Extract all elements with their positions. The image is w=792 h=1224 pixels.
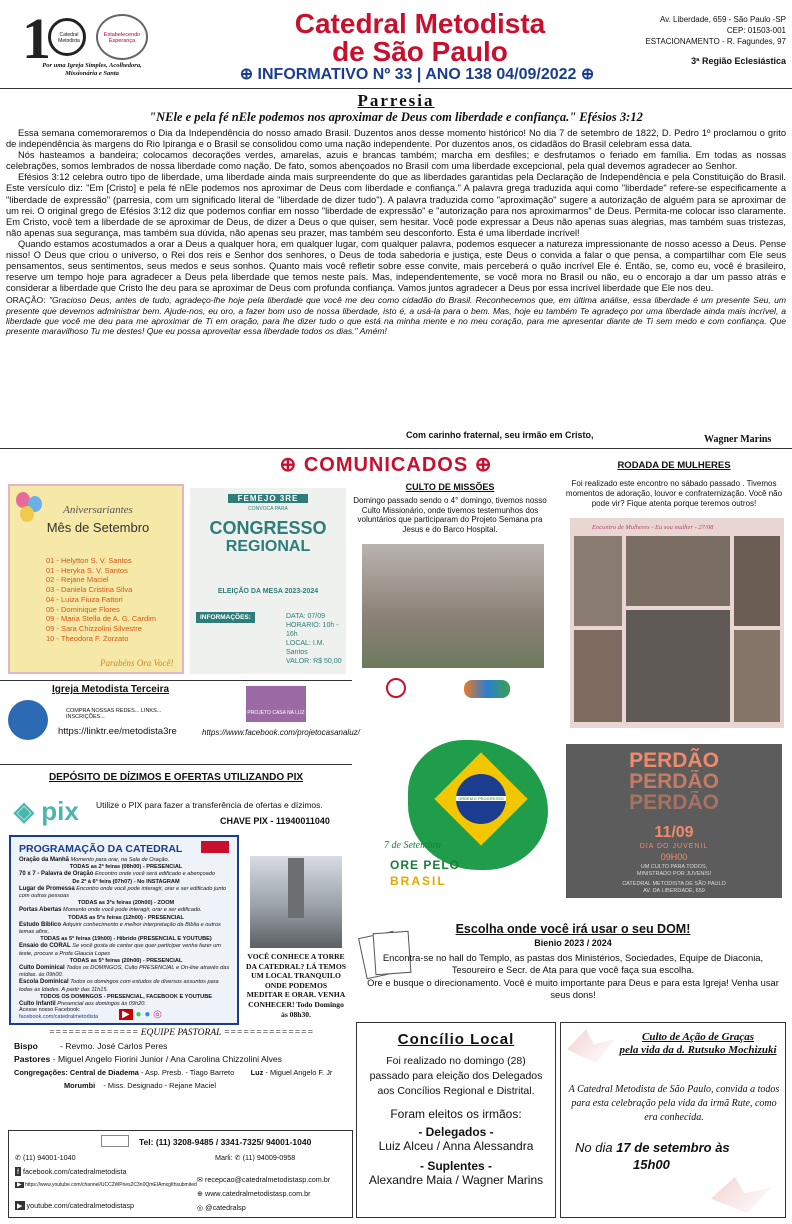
crane-icon bbox=[567, 1029, 615, 1063]
logo-tagline: Por uma Igreja Simples, Acolhedora, Missionária e Santa bbox=[42, 62, 142, 77]
list-item: Estudo Bíblico Adquirir conhecimento e melhor interpretação da Bíblia e outros temas afins. TODAS as 5ª feiras (19h00) - Híbrido (PRESENCIAL E YOUTUBE) bbox=[19, 921, 221, 943]
photo bbox=[574, 630, 622, 722]
youtube-icon: ▶ bbox=[17, 1182, 22, 1188]
whats2-text: (11) 94009-0958 bbox=[242, 1153, 296, 1162]
perdao-word: PERDÃO bbox=[629, 770, 719, 793]
cross-icon: ⊕ bbox=[279, 454, 298, 476]
ore-line1: ORE PELO bbox=[390, 858, 461, 872]
culto-acao-title bbox=[613, 1031, 783, 1057]
equipe-list bbox=[14, 1040, 354, 1092]
list-item: Portas Abertas Momento onde você pode interagir, orar e ser edificado. TODAS as 5ªs feiras (12h00) - PRESENCIAL bbox=[19, 907, 202, 921]
whats1-text: (11) 94001-1040 bbox=[23, 1153, 76, 1162]
divider bbox=[0, 764, 352, 765]
suplentes: Alexandre Maia / Wagner Marins bbox=[368, 1173, 544, 1187]
photo bbox=[626, 536, 730, 606]
aniv-title2: Mês de Setembro bbox=[46, 520, 150, 535]
photo-caption: Encontro de Mulheres - Eu sou mulher - 27/08 bbox=[592, 524, 714, 531]
parking-line: ESTACIONAMENTO - R. Fagundes, 97 bbox=[645, 37, 786, 46]
perdao-words bbox=[566, 750, 782, 813]
site-text: www.catedralmetodistasp.com.br bbox=[205, 1189, 311, 1198]
pix-logo bbox=[14, 796, 79, 827]
list-item: 04 - Luiza Fiuza Fattori bbox=[46, 594, 123, 604]
title-line2: de São Paulo bbox=[332, 36, 508, 67]
culto-date: 17 de setembro às bbox=[616, 1140, 730, 1155]
congresso-eleicao: ELEIÇÃO DA MESA 2023-2024 bbox=[217, 588, 319, 595]
marli-label: Marli: bbox=[215, 1153, 233, 1162]
congresso-valor: VALOR: R$ 50,00 bbox=[286, 658, 342, 665]
pastoral-paragraph: Efésios 3:12 celebra outro tipo de liberdade, uma liberdade ainda mais surpreendente do que as liberdades garantidas pela Declaração de Independência e pela Constituição do Brasil. Este versículo diz: "Em [Cristo] e pela fé nEle podemos nos aproximar de Deus com liberdade e confiança." A palavra grega traduzida aqui como "liberdade" refere-se especificamente a "liberdade de expressão" (parresia, com um significado literal de "liberdade de dizer tudo"). A palavra traduzida como "aproximação" sugere a autorização de alguém para se aproximar de um rei. O original grego de Efésios 3:12 diz que podemos confiar em nosso "liberdade de expressão" e "autorização para nos aproximarmos" de Deus. Permita-me colocar isso claramente. Em Cristo, você tem a liberdade de se aproximar de Deus, de dizer a Deus o que quiser, sem hesitar. Você pode expressar a Deus não apenas suas alegrias, mas também suas tristezas, não apenas sua segurança, mas também sua dúvida, não apenas seu prazer, mas também seu desconforto. Esta é uma liberdade incrível! bbox=[6, 172, 786, 238]
contato-instagram[interactable] bbox=[197, 1203, 246, 1212]
photo bbox=[734, 536, 780, 626]
oracao-label: ORAÇÃO: bbox=[6, 295, 46, 306]
badge-circle bbox=[96, 14, 148, 60]
concilio-title: Concílio Local bbox=[397, 1031, 515, 1048]
footer-link[interactable]: facebook.com/catedralmetodista bbox=[19, 1014, 99, 1020]
logo-number-icon: 1 bbox=[22, 6, 51, 71]
culto-title2: pela vida da d. Rutsuko Mochizuki bbox=[619, 1044, 777, 1056]
contato-tel: Tel: (11) 3208-9485 / 3341-7325/ 94001-1040 bbox=[139, 1137, 312, 1147]
terceira-title: Igreja Metodista Terceira bbox=[52, 684, 170, 695]
congresso-details bbox=[286, 612, 346, 666]
date-prefix: No dia bbox=[575, 1140, 613, 1155]
divider bbox=[0, 680, 352, 681]
social-icons bbox=[119, 1009, 162, 1020]
cep-line: CEP: 01503-001 bbox=[726, 26, 786, 35]
ore-line2: BRASIL bbox=[390, 874, 447, 888]
comunicados-label: COMUNICADOS bbox=[303, 454, 469, 476]
pix-logo-text: pix bbox=[41, 796, 79, 826]
perdao-word: PERDÃO bbox=[629, 749, 719, 772]
equipe-row: Congregações: Central de Diadema - Asp. Presb. - Tiago Barreto Luz - Miguel Angelo F. Jr bbox=[14, 1068, 333, 1077]
pastoral-paragraph: Essa semana comemoraremos o Dia da Independência do nosso amado Brasil. Duzentos anos desse momento histórico! No dia 7 de setembro de 1822, D. Pedro 1º proclamou o grito de independência às margens do Rio Ipiranga e o Brasil se consolidou como uma nação independente. Por duzentos anos, os cidadãos do Brasil celebram essa data. bbox=[6, 128, 786, 150]
address-block bbox=[600, 14, 786, 47]
delegados: Luiz Alceu / Anna Alessandra bbox=[378, 1139, 534, 1153]
youtube-icon: ▶ bbox=[17, 1201, 23, 1210]
list-item: 01 - Helytton S. V. Santos bbox=[46, 556, 132, 565]
list-item: Lugar de Promessa Encontro onde você pode interagir, orar e ser edificado junto com outras pessoas TODAS as 3ªs feiras (20h00) - ZOOM bbox=[19, 885, 227, 907]
concilio-eleitos: Foram eleitos os irmãos: bbox=[390, 1107, 522, 1121]
mulheres-photo-collage bbox=[570, 518, 784, 728]
perdao-desc1: UM CULTO PARA TODOS, bbox=[640, 864, 708, 870]
cross-icon: ⊕ bbox=[239, 66, 254, 83]
culto-acao-date bbox=[575, 1139, 730, 1173]
contato-whats1 bbox=[15, 1153, 76, 1162]
youtube-text: youtube.com/catedralmetodistasp bbox=[26, 1201, 135, 1210]
mulheres-title: RODADA DE MULHERES bbox=[617, 460, 731, 471]
oracao-text: "Gracioso Deus, antes de tudo, agradeço-lhe hoje pela liberdade que você me deu como cidadão do Brasil. Reconhecemos que, em última análise, essa liberdade é um presente Seu, um presente que devemos administrar bem. Ajude-nos, eu oro, a fazer bom uso de nossa liberdade, isto é, a usá-la para o bem. Mas, hoje eu também Te agradeço por uma liberdade ainda mais incrível, a liberdade que você me deu para me aproximar de Ti em oração, para lhe dizer tudo o que está na minha mente e no meu coração, para me apresentar diante de Ti sem medo e com confiança. Que presente maravilhoso Tu me destes! Que eu possa aproveitar essa liberdade todos os dias." Amém! bbox=[6, 295, 787, 337]
congresso-data: DATA: 07/09 bbox=[286, 613, 326, 620]
terceira-text: COMPRA NOSSAS REDES... LINKS... INSCRIÇÕES... bbox=[66, 708, 162, 720]
youtube-icon[interactable]: ▶ bbox=[119, 1009, 133, 1020]
missoes-card bbox=[348, 482, 552, 674]
issue-text: INFORMATIVO Nº 33 | ANO 138 04/09/2022 bbox=[257, 66, 577, 83]
list-item: Culto Dominical Todos os DOMINGOS, Culto PRESENCIAL e On-line através das mídias. às 09h00. bbox=[19, 965, 230, 979]
perdao-time: 09H00 bbox=[660, 852, 688, 862]
youtube-channel-text: https://www.youtube.com/channel/UCC2WPoes2C3n0QmEIAmxgIthsubmited bbox=[25, 1182, 197, 1188]
email-text: recepcao@catedralmetodistasp.com.br bbox=[205, 1175, 331, 1184]
list-item: 05 - Dominique Flores bbox=[46, 604, 120, 614]
author: Wagner Marins bbox=[704, 434, 772, 445]
church-text: VOCÊ CONHECE A TORRE DA CATEDRAL? LÁ TEMOS UM LOCAL TRANQUILO ONDE PODEMOS MEDITAR E ORAR. VENHA CONHECER! Todo Domingo às 08h30. bbox=[246, 952, 346, 1019]
list-item: 09 - Sara Chizzolini Silvestre bbox=[46, 623, 142, 633]
dom-text bbox=[360, 952, 786, 1001]
equipe-title: ============== EQUIPE PASTORAL ============== bbox=[48, 1028, 314, 1038]
mulheres-card bbox=[562, 460, 786, 732]
list-item: Oração da Manhã Momento para orar, na Sala de Oração. TODAS as 2ª feiras (08h00) - PRESENCIAL bbox=[19, 857, 183, 871]
perdao-word: PERDÃO bbox=[629, 791, 719, 814]
projeto-link[interactable]: https://www.facebook.com/projetocasanaluz/ bbox=[202, 728, 360, 737]
divider bbox=[0, 448, 792, 449]
pix-chave: CHAVE PIX - 11940011040 bbox=[220, 816, 330, 826]
contato-email[interactable] bbox=[197, 1175, 330, 1184]
church-photo bbox=[250, 856, 342, 948]
regiao-label: 3ª Região Eclesiástica bbox=[691, 56, 786, 66]
congresso-card bbox=[190, 488, 346, 674]
perdao-date: 11/09 bbox=[654, 824, 694, 841]
perdao-place2: AV. DA LIBERDADE, 659 bbox=[643, 888, 705, 894]
mission-logos bbox=[386, 678, 526, 702]
contato-youtube[interactable] bbox=[15, 1201, 134, 1210]
congresso-convoca: CONVOCA PARA bbox=[248, 506, 288, 512]
cross-icon: ⊕ bbox=[580, 66, 595, 83]
list-item: 70 x 7 - Palavra de Oração Encontro onde você será edificado e abençoado De 2ª à 6ª feira (07h07) - No INSTAGRAM bbox=[19, 871, 215, 885]
methodist-logo-icon bbox=[201, 841, 229, 853]
ore-date: 7 de Setembro bbox=[384, 840, 441, 851]
programacao-list bbox=[19, 857, 233, 1008]
section-title-parresia: Parresia bbox=[357, 91, 435, 110]
photo bbox=[626, 610, 730, 722]
whatsapp-icon: ✆ bbox=[234, 1153, 241, 1162]
aniv-list bbox=[46, 556, 156, 643]
dom-text1: Encontra-se no hall do Templo, as pastas dos Ministérios, Sociedades, Equipe de Diaconia, Tesoureiro e Secr. de Ata para que você faça sua escolha. bbox=[382, 952, 764, 976]
list-item: Culto Infantil Presencial aos domingos às 09h20. bbox=[19, 1001, 146, 1008]
projeto-card bbox=[200, 684, 360, 744]
church-tower bbox=[288, 858, 304, 918]
list-item: 09 - Maria Stella de A. G. Cardim bbox=[46, 614, 157, 624]
barco-logo-icon bbox=[464, 680, 510, 698]
mission-logo-icon bbox=[386, 678, 406, 698]
aniversariantes-card bbox=[8, 484, 184, 674]
missoes-text: Domingo passado sendo o 4° domingo, tivemos nosso Culto Missionário, onde tivemos testemunhos dos voluntários que participaram do Projeto Semana pra Jesus e do Barco Hospital. bbox=[353, 496, 547, 534]
programacao-card bbox=[9, 835, 239, 1025]
globe-icon: ⊕ bbox=[197, 1189, 204, 1198]
missoes-photo bbox=[362, 544, 544, 668]
equipe-row: Bispo - Revmo. José Carlos Peres bbox=[14, 1041, 168, 1051]
contato-facebook[interactable] bbox=[15, 1167, 126, 1176]
closing: Com carinho fraternal, seu irmão em Cristo, bbox=[406, 430, 594, 440]
pastoral-paragraph: Nós hasteamos a bandeira; colocamos decorações verdes, amarelas, azuis e brancas também; marcha em desfiles; e desfrutamos o feriado em família. Em todas as nossas celebrações, somos lembrados de nossa liberdade como nação. De fato, somos abençoados no Brasil com uma liberdade excepcional, pela qual devemos agradecer ao Senhor. bbox=[6, 150, 786, 172]
email-icon: ✉ bbox=[197, 1175, 204, 1184]
culto-time: 15h00 bbox=[633, 1157, 670, 1172]
footer-label: Acesse nosso Facebook: bbox=[19, 1007, 81, 1013]
issue-line bbox=[232, 64, 602, 84]
photo bbox=[734, 630, 780, 722]
list-item: 10 - Theodora F. Zorzato bbox=[46, 633, 129, 643]
logo-100-anos bbox=[14, 8, 154, 84]
cross-icon: ⊕ bbox=[474, 454, 493, 476]
congresso-local: LOCAL: I.M. Santos bbox=[286, 640, 325, 656]
list-item: 01 - Heryka S. V. Santos bbox=[46, 565, 128, 575]
aniv-title1: Aniversariantes bbox=[63, 504, 133, 516]
ore-brasil-card bbox=[368, 740, 560, 900]
perdao-place1: CATEDRAL METODISTA DE SÃO PAULO bbox=[622, 881, 726, 887]
congresso-info-label: INFORMAÇÕES: bbox=[196, 612, 255, 623]
title-line1: Catedral Metodista bbox=[294, 8, 546, 39]
contato-marli bbox=[215, 1153, 295, 1162]
contato-site[interactable] bbox=[197, 1189, 311, 1198]
missoes-title: CULTO DE MISSÕES bbox=[405, 482, 495, 492]
comunicados-title bbox=[236, 452, 536, 477]
contato-box bbox=[8, 1130, 353, 1218]
mulheres-text: Foi realizado este encontro no sábado passado . Tivemos momentos de adoração, louvor e confraternização. Você não pode vir? Fique atenta porque teremos outros! bbox=[565, 479, 783, 508]
perdao-card bbox=[566, 744, 782, 898]
pastoral-text bbox=[6, 128, 786, 336]
equipe-row: Pastores - Miguel Angelo Fiorini Junior / Ana Carolina Chizzolini Alves bbox=[14, 1054, 282, 1064]
instagram-icon[interactable]: ◎ bbox=[153, 1009, 162, 1020]
facebook-icon: f bbox=[17, 1167, 19, 1176]
concilio-box bbox=[356, 1022, 556, 1218]
congresso-title1: CONGRESSO bbox=[209, 518, 327, 538]
contato-youtube-channel[interactable] bbox=[15, 1181, 197, 1188]
address-line: Av. Liberdade, 659 - São Paulo -SP bbox=[659, 15, 786, 24]
programacao-title: PROGRAMAÇÃO DA CATEDRAL bbox=[19, 843, 183, 855]
dom-title: Escolha onde você irá usar o seu DOM! bbox=[455, 922, 691, 936]
list-item: Ensaio do CORAL Se você gosta de cantar que quer participar venha fazer um teste, procure a Profa Glaucia Lopes TODAS as 5ª feiras (20h00) - PRESENCIAL bbox=[19, 943, 221, 964]
oracao bbox=[6, 295, 786, 336]
crane-icon bbox=[711, 1177, 771, 1213]
suplentes-label: - Suplentes - bbox=[419, 1159, 492, 1173]
pix-diamond-icon: ◈ bbox=[14, 796, 34, 826]
verse: "NEle e pela fé nEle podemos nos aproximar de Deus com liberdade e confiança." Efésios 3:12 bbox=[149, 110, 643, 124]
list-item: 02 - Rejane Maciel bbox=[46, 575, 109, 585]
culto-title1: Culto de Ação de Graças bbox=[641, 1031, 755, 1043]
perdao-desc2: MINISTRADO POR JUVENIS! bbox=[636, 871, 712, 877]
list-item: 03 - Daniela Cristina Silva bbox=[46, 585, 133, 595]
culto-acao-box bbox=[560, 1022, 786, 1218]
zoom-icon[interactable]: ● bbox=[144, 1009, 151, 1020]
terceira-link[interactable]: https://linktr.ee/metodista3re bbox=[58, 726, 177, 737]
badge-small: Catedral Metodista bbox=[58, 32, 80, 44]
projeto-logo-text: PROJETO CASA NA LUZ bbox=[247, 710, 305, 716]
badge-text: Estabelecendo Esperança bbox=[103, 32, 141, 44]
perdao-event: DIA DO JUVENIL bbox=[639, 843, 709, 850]
concilio-text: Foi realizado no domingo (28) passado para eleição dos Delegados aos Concílios Regional e Distrital. bbox=[369, 1055, 543, 1097]
pix-title: DEPÓSITO DE DÍZIMOS E OFERTAS UTILIZANDO PIX bbox=[48, 772, 304, 783]
list-item: Escola Dominical Todos os domingos com estudos de diversos assuntos para todas as Idades. A partir das 11h15. TODOS OS DOMINGOS - PRESENCIAL, FACEBOOK E YOUTUBE bbox=[19, 979, 219, 1000]
pastoral-paragraph: Quando estamos acostumados a orar a Deus a qualquer hora, em qualquer lugar, com qualquer palavra, podemos esquecer a natureza impressionante de nosso acesso a Deus. Pense nisso! O Deus que criou o universo, o Rei dos reis e Senhor dos senhores, o Deus de toda sabedoria e justiça, este Deus o convida a falar o que pensa, a compartilhar com Ele seus pensamentos, seus sentimentos, seus medos e seus sonhos. Quanto mais você refletir sobre esse convite, mais perceberá o quão incrível Ele é. Então, se, como eu, você é brasileiro, reserve um tempo hoje para agradecer a Deus pela liberdade que temos neste país. Mas, independentemente, se você mora no Brasil ou não, eu o encorajo a dar um passo atrás e considerar a liberdade que Cristo lhe deu para se aproximar de Deus com profunda confiança. Vamos juntos agradecer a Deus por essa incrível liberdade que Ele nos deu. bbox=[6, 238, 786, 294]
flag-motto: ORDEM E PROGRESSO bbox=[456, 796, 506, 801]
instagram-text: @catedralsp bbox=[205, 1203, 246, 1212]
aniv-footer: Parabéns Ora Você! bbox=[100, 658, 174, 668]
pix-text: Utilize o PIX para fazer a transferência de ofertas e dízimos. bbox=[96, 800, 323, 810]
whatsapp-icon[interactable]: ● bbox=[135, 1009, 142, 1020]
projeto-logo bbox=[246, 686, 306, 722]
dom-bienio: Bienio 2023 / 2024 bbox=[534, 938, 612, 948]
methodist-logo-icon bbox=[8, 700, 48, 740]
divider bbox=[0, 88, 792, 89]
facebook-text: facebook.com/catedralmetodista bbox=[23, 1167, 127, 1176]
terceira-card bbox=[8, 684, 198, 744]
culto-acao-text: A Catedral Metodista de São Paulo, convida a todos para esta celebração pela vida da irmã Rute, como era conhecida. bbox=[568, 1084, 780, 1123]
page-title bbox=[250, 10, 590, 66]
instagram-icon: ◎ bbox=[197, 1203, 204, 1212]
photo bbox=[574, 536, 622, 626]
whatsapp-icon: ✆ bbox=[15, 1153, 22, 1162]
congresso-horario: HORARIO: 10h - 16h bbox=[286, 622, 339, 638]
methodist-logo-icon bbox=[101, 1135, 129, 1147]
programacao-footer bbox=[19, 1007, 98, 1021]
congresso-banner: FEMEJO 3RE bbox=[228, 494, 308, 503]
perdao-desc bbox=[566, 864, 782, 895]
equipe-row: Morumbi - Miss. Designado - Rejane Maciel bbox=[64, 1081, 216, 1090]
dom-text2: Ore e busque o direcionamento. Você é muito importante para Deus e para esta Igreja! Venha usar seus dons! bbox=[367, 976, 779, 1000]
congresso-title2: REGIONAL bbox=[225, 538, 311, 555]
delegados-label: - Delegados - bbox=[418, 1125, 494, 1139]
